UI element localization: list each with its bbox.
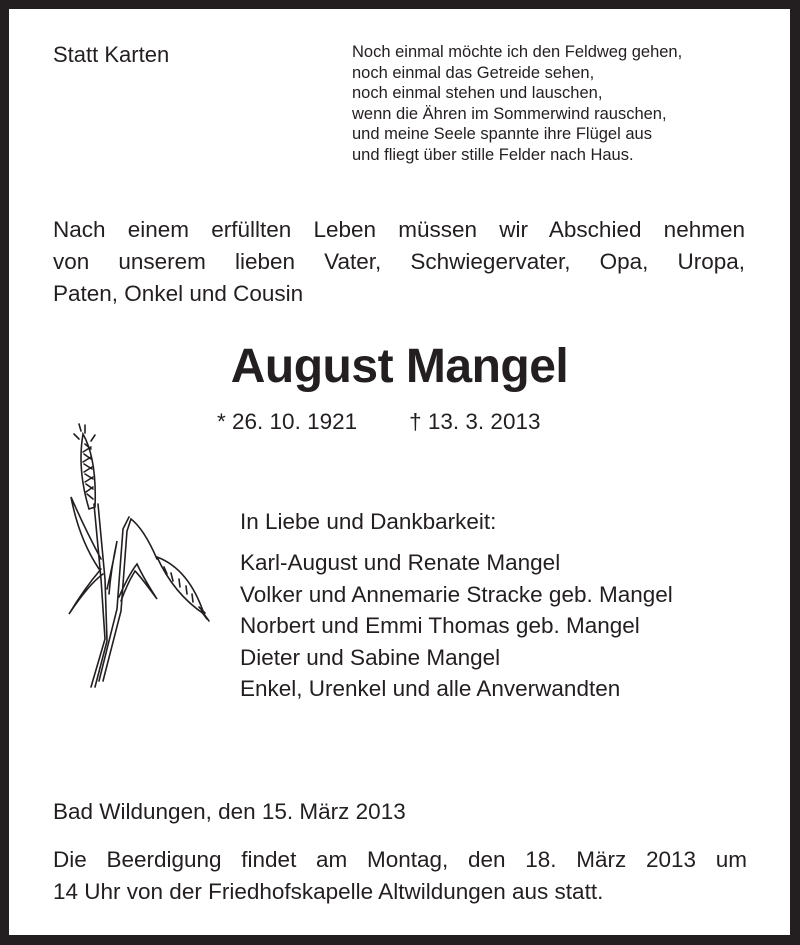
deceased-name: August Mangel: [230, 340, 569, 393]
intro-line: Nach einem erfüllten Leben müssen wir Abschied nehmen: [53, 217, 745, 242]
mourners-list: [240, 547, 673, 705]
poem-line: und meine Seele spannte ihre Flügel aus: [352, 125, 652, 143]
statt-karten-label: Statt Karten: [53, 42, 170, 67]
poem: [352, 42, 682, 165]
place-date: Bad Wildungen, den 15. März 2013: [53, 799, 406, 824]
death-date: † 13. 3. 2013: [409, 409, 541, 434]
mourner-entry: Volker und Annemarie Stracke geb. Mangel: [240, 581, 673, 607]
mourner-entry: Norbert und Emmi Thomas geb. Mangel: [240, 613, 640, 638]
burial-line: 14 Uhr von der Friedhofskapelle Altwildungen aus statt.: [53, 879, 604, 904]
life-dates: [217, 409, 541, 435]
mourner-entry: Dieter und Sabine Mangel: [240, 644, 501, 670]
burial-line: Die Beerdigung findet am Montag, den 18. März 2013 um: [53, 847, 747, 872]
poem-line: und fliegt über stille Felder nach Haus.: [352, 145, 634, 164]
poem-line: noch einmal das Getreide sehen,: [352, 63, 595, 82]
intro-line: von unserem lieben Vater, Schwiegervater, Opa, Uropa,: [53, 249, 745, 274]
poem-line: wenn die Ähren im Sommerwind rauschen,: [352, 104, 667, 123]
intro-line: Paten, Onkel und Cousin: [53, 281, 304, 306]
intro-text: [53, 214, 745, 310]
mourner-entry: Enkel, Urenkel und alle Anverwandten: [240, 676, 621, 701]
wheat-ears-icon: [49, 419, 229, 699]
burial-info: [53, 844, 747, 908]
obituary-notice: [9, 9, 790, 935]
birth-date: * 26. 10. 1921: [217, 409, 358, 434]
poem-line: Noch einmal möchte ich den Feldweg gehen,: [352, 43, 683, 61]
mourner-entry: Karl-August und Renate Mangel: [240, 550, 561, 575]
mourners-heading: In Liebe und Dankbarkeit:: [240, 509, 497, 534]
poem-line: noch einmal stehen und lauschen,: [352, 84, 603, 102]
